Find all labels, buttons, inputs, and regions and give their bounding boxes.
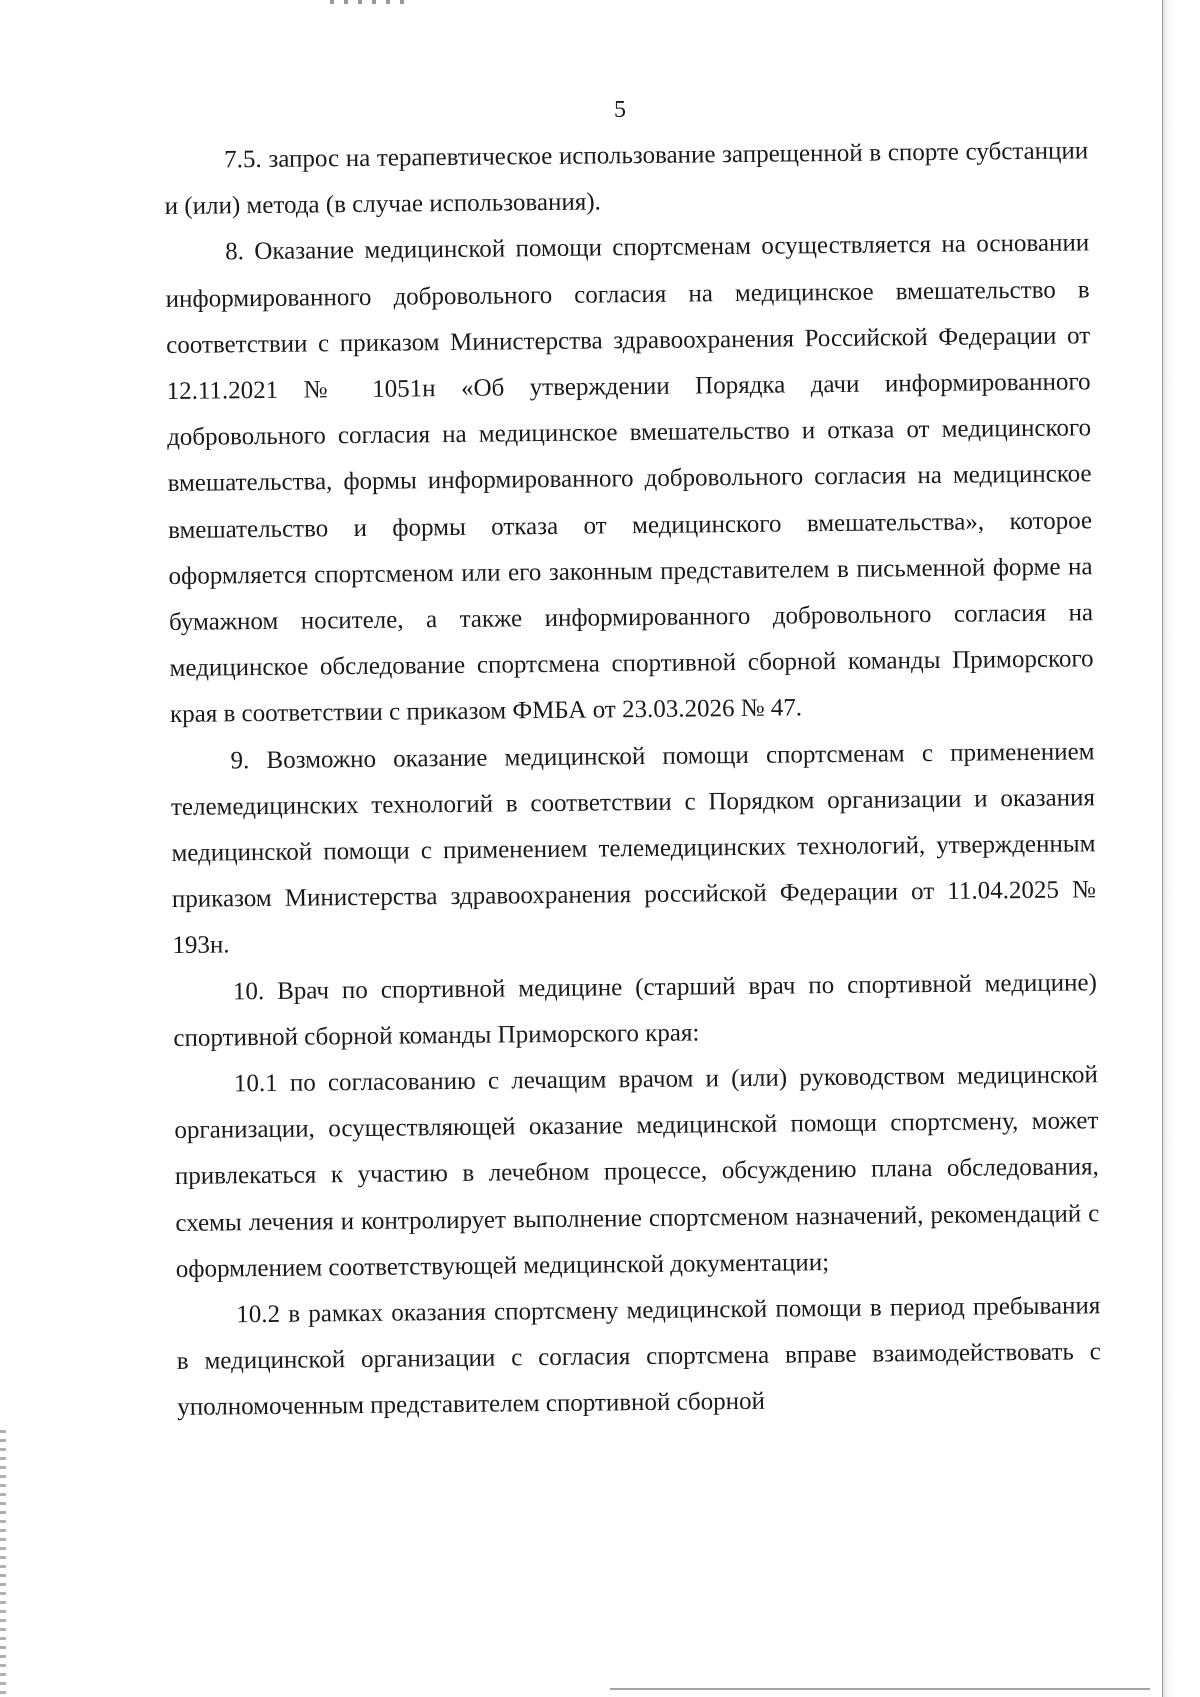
paragraph-10-2: 10.2 в рамках оказания спортсмену медицинской помощи в период пребывания в медицинской организации с согласия спортсмена вправе взаимодействовать с уполномоченным представителем спортивной сборной bbox=[176, 1292, 1101, 1422]
scan-edge-bottom bbox=[610, 1688, 1150, 1690]
document-body bbox=[164, 128, 1101, 1431]
scan-edge-right bbox=[1162, 0, 1200, 1697]
paragraph-10-1: 10.1 по согласованию с лечащим врачом и (или) руководством медицинской организации, осуществляющей оказание медицинской помощи спортсмену, может привлекаться к участию в лечебном процессе, обсуждению плана обследования, схемы лечения и контролирует выполнение спортсменом назначений, рекомендаций с оформлением соответствующей медицинской документации; bbox=[174, 1061, 1100, 1283]
scan-edge-left bbox=[0, 1430, 6, 1697]
paragraph-10: 10. Врач по спортивной медицине (старший врач по спортивной медицине) спортивной сборной команды Приморского края: bbox=[173, 968, 1098, 1052]
paragraph-8: 8. Оказание медицинской помощи спортсменам осуществляется на основании информированного добровольного согласия на медицинское вмешательство в соответствии с приказом Министерства здравоохранения Российской Федерации от 12.11.2021 № 1051н «Об утверждении Порядка дачи информированного добровольного согласия на медицинское вмешательство и отказа от медицинского вмешательства, формы информированного добровольного согласия на медицинское вмешательство и формы отказа от медицинского вмешательства», которое оформляется спортсменом или его законным представителем в письменной форме на бумажном носителе, а также информированного добровольного согласия на медицинское обследование спортсмена спортивной сборной команды Приморского края в соответствии с приказом ФМБА от 23.03.2026 № 47. bbox=[165, 229, 1094, 729]
paragraph-7-5: 7.5. запрос на терапевтическое использование запрещенной в спорте субстанции и (или) метода (в случае использования). bbox=[164, 137, 1089, 221]
page-number: 5 bbox=[614, 97, 626, 123]
paragraph-9: 9. Возможно оказание медицинской помощи спортсменам с применением телемедицинских технологий в соответствии с Порядком организации и оказания медицинской помощи с применением телемедицинских технологий, утвержденным приказом Министерства здравоохранения российской Федерации от 11.04.2025 № 193н. bbox=[170, 737, 1097, 960]
scan-mark-top bbox=[330, 0, 410, 4]
